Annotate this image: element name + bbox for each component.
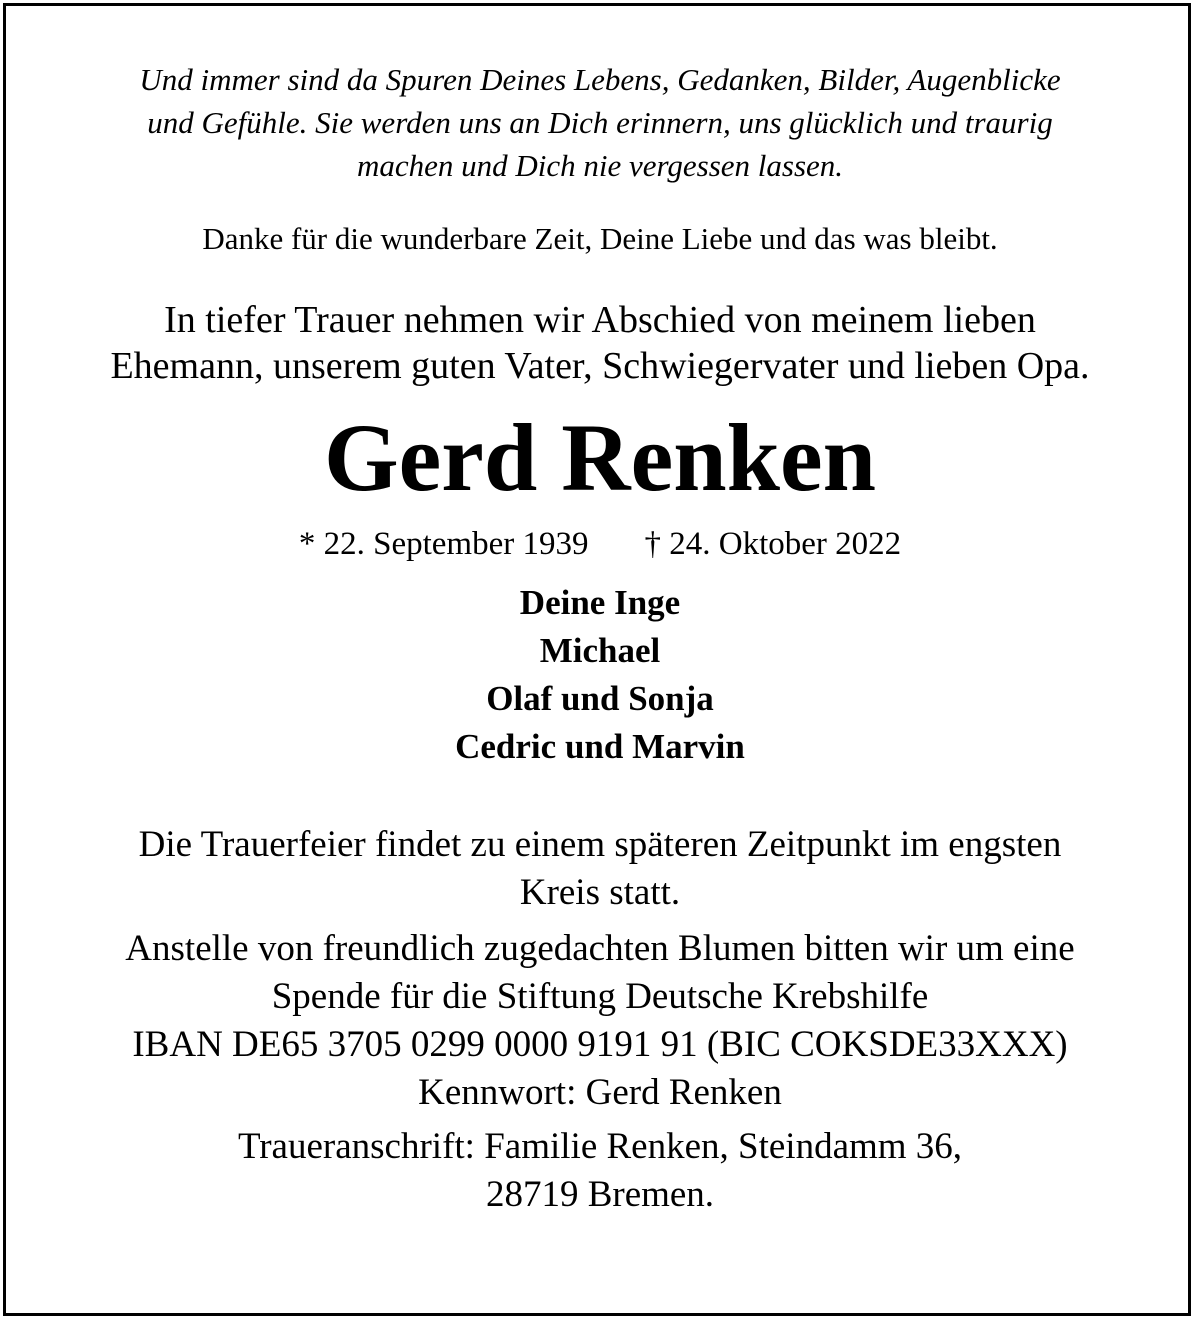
- address-line: 28719 Bremen.: [485, 1174, 715, 1215]
- quote-line: Und immer sind da Spuren Deines Lebens, Gedanken, Bilder, Augenblicke: [139, 62, 1061, 97]
- donation-line: Spende für die Stiftung Deutsche Krebshilfe: [271, 976, 929, 1017]
- quote-line: machen und Dich nie vergessen lassen.: [356, 148, 844, 183]
- death-date: † 24. Oktober 2022: [644, 526, 902, 562]
- keyword-line: Kennwort: Gerd Renken: [418, 1072, 782, 1113]
- intro-line: In tiefer Trauer nehmen wir Abschied von meinem lieben: [164, 299, 1036, 341]
- life-dates: [0, 523, 1200, 565]
- donation-info: [0, 925, 1200, 1117]
- donation-line: Anstelle von freundlich zugedachten Blumen bitten wir um eine: [125, 928, 1075, 969]
- intro-line: Ehemann, unserem guten Vater, Schwiegervater und lieben Opa.: [110, 345, 1090, 387]
- ceremony-line: Kreis statt.: [519, 872, 681, 913]
- deceased-name: Gerd Renken: [324, 404, 876, 511]
- ceremony-info: [0, 821, 1200, 917]
- mourning-address: [0, 1123, 1200, 1219]
- survivors-list: [0, 579, 1200, 771]
- birth-date: * 22. September 1939: [298, 526, 589, 562]
- survivor-name: Deine Inge: [519, 583, 681, 622]
- thanks-line: Danke für die wunderbare Zeit, Deine Liebe und das was bleibt.: [202, 221, 998, 256]
- quote-line: und Gefühle. Sie werden uns an Dich erinnern, uns glücklich und traurig: [147, 105, 1053, 140]
- iban-line: IBAN DE65 3705 0299 0000 9191 91 (BIC COKSDE33XXX): [132, 1024, 1068, 1065]
- ceremony-line: Die Trauerfeier findet zu einem späteren Zeitpunkt im engsten: [138, 824, 1062, 865]
- survivor-name: Michael: [539, 631, 661, 670]
- announcement-intro: [0, 297, 1200, 389]
- address-line: Traueranschrift: Familie Renken, Steindamm 36,: [237, 1126, 963, 1167]
- memorial-quote: [0, 58, 1200, 187]
- survivor-name: Cedric und Marvin: [455, 727, 745, 766]
- survivor-name: Olaf und Sonja: [486, 679, 714, 718]
